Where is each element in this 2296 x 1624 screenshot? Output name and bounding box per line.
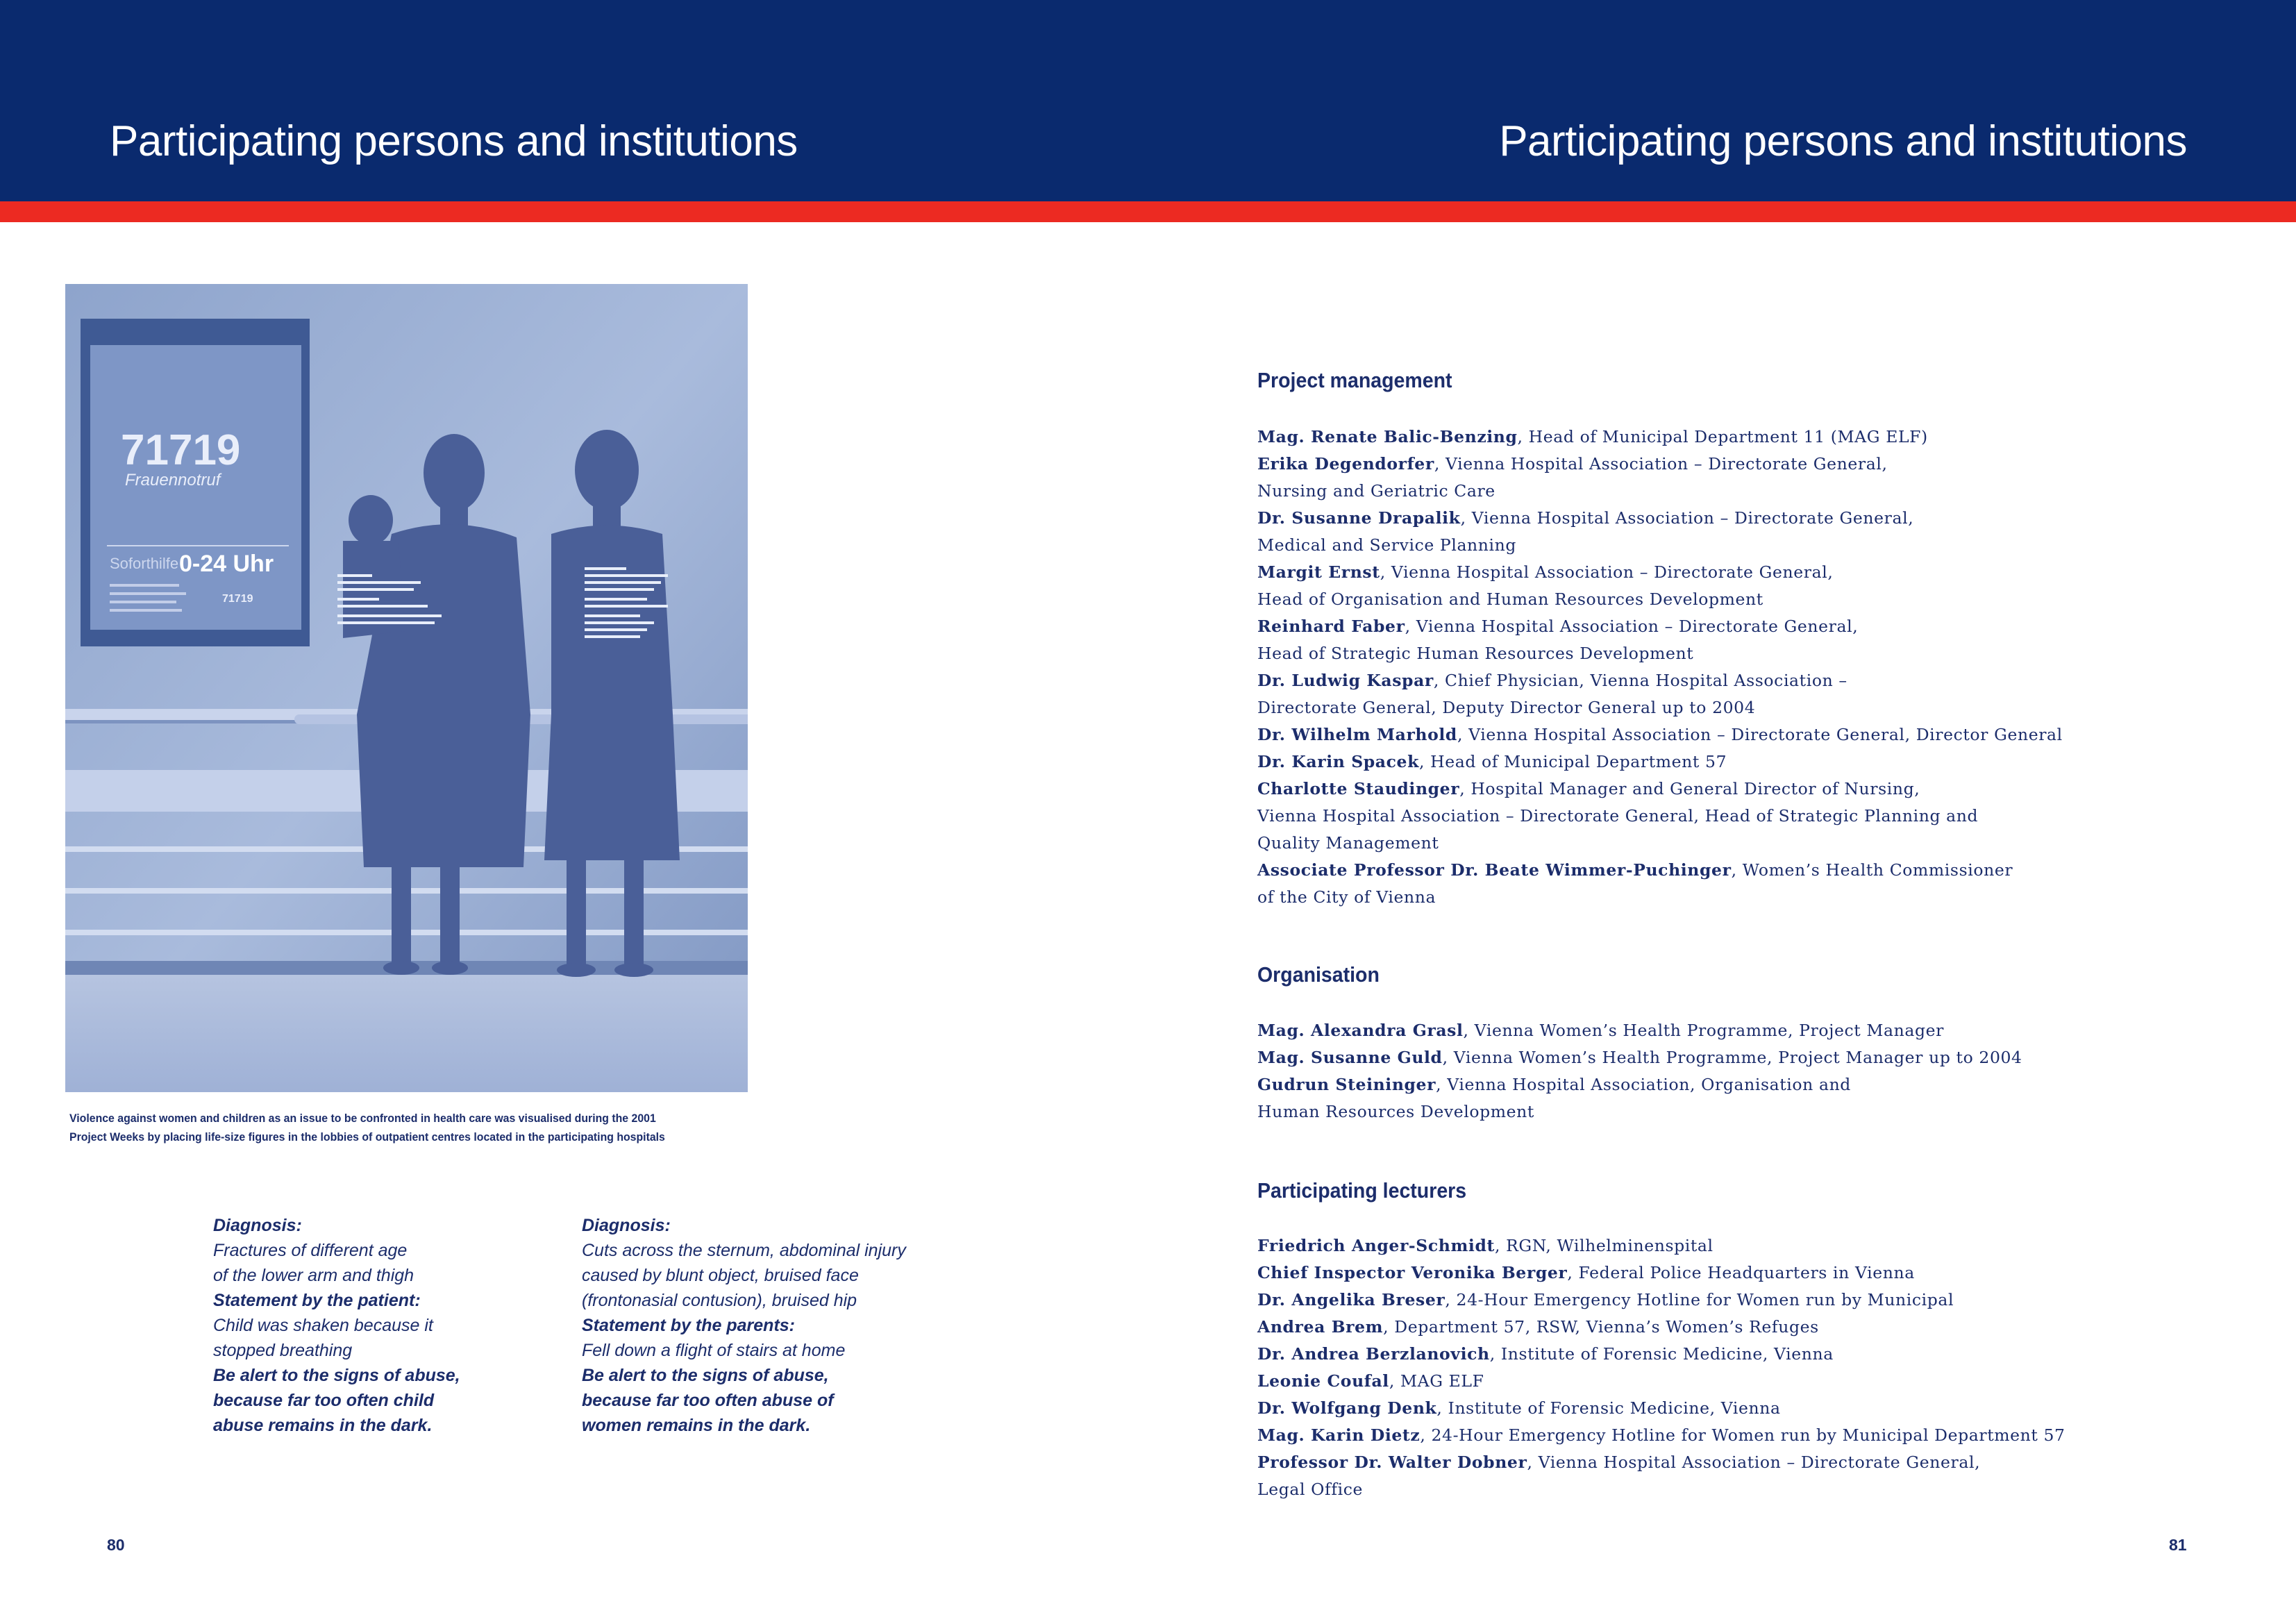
alert-text: women remains in the dark.: [582, 1416, 811, 1435]
person-role: , Head of Municipal Department 11 (MAG ELF): [1517, 427, 1928, 446]
person-name: Erika Degendorfer: [1257, 454, 1434, 474]
list-item: [1257, 667, 2063, 694]
person-name: Charlotte Staudinger: [1257, 779, 1460, 798]
list-item: [1257, 613, 2063, 640]
list-item: [1257, 1232, 2065, 1259]
poster-hours-label: Soforthilfe: [110, 555, 179, 572]
person-role: , Women’s Health Commissioner: [1731, 860, 2013, 880]
person-role: , Federal Police Headquarters in Vienna: [1567, 1263, 1915, 1282]
diagnosis-label: Diagnosis:: [213, 1216, 302, 1235]
person-role: Head of Strategic Human Resources Development: [1257, 644, 1694, 663]
statement-text: stopped breathing: [213, 1341, 353, 1360]
person-name: Dr. Andrea Berzlanovich: [1257, 1344, 1490, 1364]
list-project-management: [1257, 424, 2063, 911]
person-role: Nursing and Geriatric Care: [1257, 481, 1495, 501]
alert-text: Be alert to the signs of abuse,: [213, 1366, 460, 1385]
list-item: [1257, 1449, 2065, 1476]
diagnosis-text: of the lower arm and thigh: [213, 1266, 414, 1285]
page-title-left: Participating persons and institutions: [110, 117, 798, 165]
person-name: Chief Inspector Veronika Berger: [1257, 1263, 1568, 1282]
person-name: Gudrun Steininger: [1257, 1075, 1436, 1094]
person-role: , Vienna Hospital Association – Directorate General, Director General: [1457, 725, 2063, 744]
statement-text: Fell down a flight of stairs at home: [582, 1341, 846, 1360]
list-item: [1257, 830, 2063, 857]
list-item: [1257, 694, 2063, 721]
list-item: [1257, 748, 2063, 776]
person-role: Legal Office: [1257, 1480, 1363, 1499]
person-name: Dr. Susanne Drapalik: [1257, 508, 1461, 528]
person-name: Professor Dr. Walter Dobner: [1257, 1453, 1527, 1472]
person-role: , Institute of Forensic Medicine, Vienna: [1489, 1344, 1834, 1364]
person-role: , Chief Physician, Vienna Hospital Association –: [1433, 671, 1847, 690]
person-role: , Vienna Hospital Association – Directorate General,: [1460, 508, 1914, 528]
poster-small-number: 71719: [222, 593, 253, 605]
person-role: , Vienna Hospital Association – Directorate General,: [1527, 1453, 1981, 1472]
diagnosis-text: Cuts across the sternum, abdominal injury: [582, 1241, 906, 1260]
poster-hours: 0-24 Uhr: [179, 551, 274, 577]
person-role: , MAG ELF: [1389, 1371, 1484, 1391]
list-item: [1257, 1476, 2065, 1503]
list-item: [1257, 1395, 2065, 1422]
person-role: , Vienna Women’s Health Programme, Project Manager up to 2004: [1442, 1048, 2022, 1067]
list-item: [1257, 1287, 2065, 1314]
lobby-figures-photo: [65, 284, 748, 1092]
diagnosis-block-child: [213, 1213, 533, 1438]
person-name: Mag. Renate Balic-Benzing: [1257, 427, 1518, 446]
person-role: , Vienna Hospital Association – Directorate General,: [1405, 617, 1859, 636]
heading-project-management: Project management: [1257, 368, 1452, 392]
poster-number: 71719: [121, 426, 241, 474]
list-item: [1257, 1071, 2022, 1098]
person-role: , 24-Hour Emergency Hotline for Women run by Municipal: [1445, 1290, 1954, 1309]
list-item: [1257, 1017, 2022, 1044]
alert-text: because far too often abuse of: [582, 1391, 834, 1410]
list-participating-lecturers: [1257, 1232, 2065, 1503]
person-name: Dr. Karin Spacek: [1257, 752, 1419, 771]
person-name: Leonie Coufal: [1257, 1371, 1389, 1391]
diagnosis-text: (frontonasial contusion), bruised hip: [582, 1291, 857, 1310]
diagnosis-label: Diagnosis:: [582, 1216, 671, 1235]
header-band: [0, 0, 2296, 201]
person-name: Andrea Brem: [1257, 1317, 1384, 1337]
person-role: , Vienna Hospital Association – Directorate General,: [1380, 562, 1834, 582]
diagnosis-block-woman: [582, 1213, 971, 1438]
list-item: [1257, 1422, 2065, 1449]
caption-line: Violence against women and children as an issue to be confronted in health care was visualised during the 2001: [69, 1112, 656, 1125]
person-role: Vienna Hospital Association – Directorate General, Head of Strategic Planning and: [1257, 806, 1979, 826]
list-item: [1257, 1098, 2022, 1125]
diagnosis-text: Fractures of different age: [213, 1241, 408, 1260]
person-role: , Institute of Forensic Medicine, Vienna: [1436, 1398, 1781, 1418]
person-name: Reinhard Faber: [1257, 617, 1405, 636]
person-name: Friedrich Anger-Schmidt: [1257, 1236, 1495, 1255]
statement-label: Statement by the patient:: [213, 1291, 421, 1310]
person-name: Dr. Angelika Breser: [1257, 1290, 1446, 1309]
person-role: Directorate General, Deputy Director General up to 2004: [1257, 698, 1756, 717]
person-role: of the City of Vienna: [1257, 887, 1436, 907]
list-item: [1257, 424, 2063, 451]
person-role: , RGN, Wilhelminenspital: [1494, 1236, 1713, 1255]
person-name: Mag. Alexandra Grasl: [1257, 1021, 1464, 1040]
person-name: Mag. Karin Dietz: [1257, 1425, 1421, 1445]
person-role: , Vienna Women’s Health Programme, Project Manager: [1463, 1021, 1944, 1040]
person-name: Dr. Ludwig Kaspar: [1257, 671, 1434, 690]
heading-organisation: Organisation: [1257, 962, 1380, 987]
accent-strip: [0, 201, 2296, 222]
list-item: [1257, 532, 2063, 559]
person-role: , Vienna Hospital Association, Organisation and: [1436, 1075, 1851, 1094]
list-item: [1257, 1341, 2065, 1368]
hotline-poster: [81, 319, 310, 646]
caption-line: Project Weeks by placing life-size figures in the lobbies of outpatient centres located in the participating hospitals: [69, 1131, 665, 1144]
page-number-left: 80: [107, 1536, 125, 1554]
poster-brand: Frauennotruf: [125, 471, 221, 489]
diagnosis-text: caused by blunt object, bruised face: [582, 1266, 859, 1285]
person-name: Dr. Wilhelm Marhold: [1257, 725, 1457, 744]
person-role: , Hospital Manager and General Director of Nursing,: [1459, 779, 1920, 798]
person-role: , Head of Municipal Department 57: [1418, 752, 1727, 771]
list-item: [1257, 1044, 2022, 1071]
person-role: , Department 57, RSW, Vienna’s Women’s Refuges: [1383, 1317, 1819, 1337]
list-item: [1257, 505, 2063, 532]
list-item: [1257, 884, 2063, 911]
list-item: [1257, 478, 2063, 505]
person-name: Mag. Susanne Guld: [1257, 1048, 1443, 1067]
statement-text: Child was shaken because it: [213, 1316, 433, 1335]
person-name: Dr. Wolfgang Denk: [1257, 1398, 1437, 1418]
list-item: [1257, 451, 2063, 478]
person-role: Medical and Service Planning: [1257, 535, 1517, 555]
list-item: [1257, 857, 2063, 884]
person-role: Head of Organisation and Human Resources Development: [1257, 589, 1763, 609]
list-item: [1257, 1259, 2065, 1287]
list-item: [1257, 1368, 2065, 1395]
person-role: , 24-Hour Emergency Hotline for Women run by Municipal Department 57: [1420, 1425, 2065, 1445]
list-organisation: [1257, 1017, 2022, 1125]
list-item: [1257, 803, 2063, 830]
person-role: Human Resources Development: [1257, 1102, 1534, 1121]
list-item: [1257, 640, 2063, 667]
list-item: [1257, 559, 2063, 586]
list-item: [1257, 776, 2063, 803]
heading-participating-lecturers: Participating lecturers: [1257, 1178, 1467, 1203]
page-number-right: 81: [2169, 1536, 2187, 1554]
alert-text: abuse remains in the dark.: [213, 1416, 433, 1435]
list-item: [1257, 721, 2063, 748]
page-title-right: Participating persons and institutions: [1499, 117, 2187, 165]
statement-label: Statement by the parents:: [582, 1316, 796, 1335]
list-item: [1257, 586, 2063, 613]
person-name: Margit Ernst: [1257, 562, 1380, 582]
person-role: , Vienna Hospital Association – Directorate General,: [1434, 454, 1888, 474]
person-role: Quality Management: [1257, 833, 1439, 853]
person-name: Associate Professor Dr. Beate Wimmer-Puchinger: [1257, 860, 1732, 880]
alert-text: because far too often child: [213, 1391, 435, 1410]
list-item: [1257, 1314, 2065, 1341]
photo-caption: [69, 1110, 736, 1147]
alert-text: Be alert to the signs of abuse,: [582, 1366, 829, 1385]
